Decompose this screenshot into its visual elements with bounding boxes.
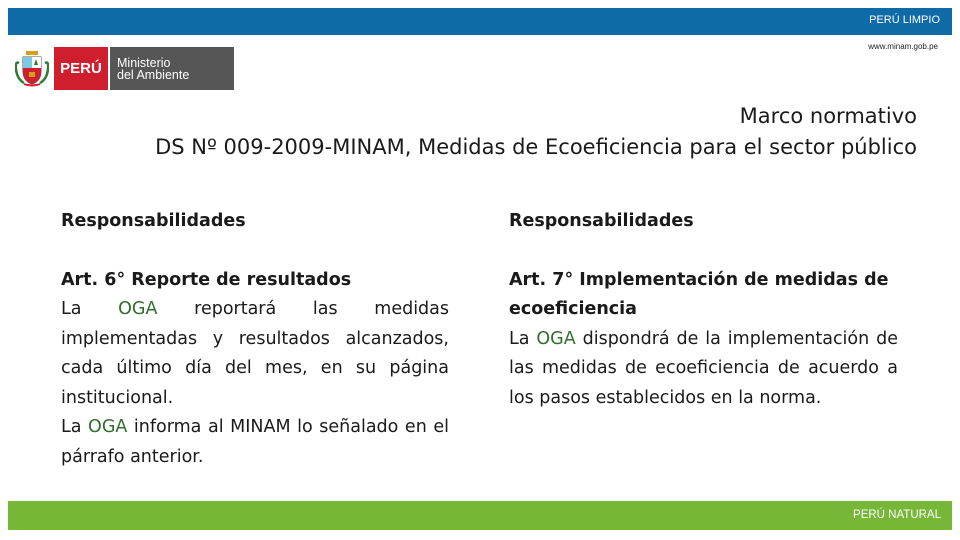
title-line-1: Marco normativo [739, 104, 917, 128]
article-7-paragraph-1 [509, 325, 898, 414]
article-6-paragraph-2 [61, 413, 449, 472]
oga-highlight: OGA [536, 328, 576, 349]
text-segment: reportará las medidas implementadas y resultados alcanzados, cada último día del mes, en su página institucional. [61, 299, 450, 408]
title-line-2: DS Nº 009-2009-MINAM, Medidas de Ecoeficiencia para el sector público [155, 135, 917, 159]
website-url: www.minam.gob.pe [868, 42, 938, 51]
logo-ministry-block [110, 47, 234, 90]
article-6-title: Art. 6° Reporte de resultados [61, 269, 352, 290]
text-segment: informa al MINAM lo señalado en el párrafo anterior. [61, 417, 449, 467]
oga-highlight: OGA [118, 299, 158, 319]
right-column [509, 207, 898, 413]
left-column [61, 207, 449, 472]
article-7-title: Art. 7° Implementación de medidas de ecoeficiencia [509, 269, 889, 319]
coat-of-arms-icon [15, 49, 49, 87]
article-6-paragraph-1 [61, 295, 449, 413]
peru-natural-tagline: PERÚ NATURAL [853, 509, 941, 521]
peru-limpio-tagline: PERÚ LIMPIO [869, 14, 940, 26]
text-segment: La [61, 417, 89, 437]
text-segment: La [509, 328, 537, 349]
logo-ministry-line2: del Ambiente [117, 68, 190, 82]
logo-peru-block: PERÚ [54, 47, 108, 90]
logo-ministry-line1: Ministerio [117, 56, 171, 70]
page-title [155, 101, 917, 163]
text-segment: dispondrá de la implementación de las medidas de ecoeficiencia de acuerdo a los pasos establecidos en la norma. [509, 328, 898, 408]
right-column-heading: Responsabilidades [509, 211, 694, 231]
text-segment: La [61, 299, 119, 319]
top-banner [8, 8, 952, 35]
bottom-banner [8, 501, 952, 530]
oga-highlight: OGA [88, 417, 128, 437]
ministry-logo [15, 47, 235, 90]
left-column-heading: Responsabilidades [61, 211, 246, 231]
